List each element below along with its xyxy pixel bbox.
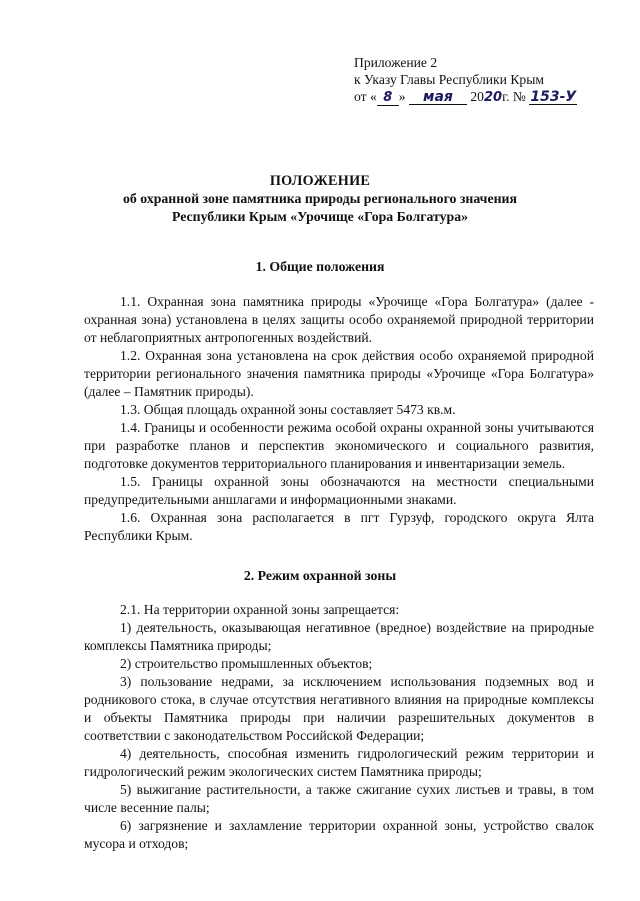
paragraph: 2) строительство промышленных объектов; (120, 656, 373, 671)
section-heading-regime: 2. Режим охранной зоны (243, 568, 397, 583)
paragraph: 1.6. Охранная зона располагается в пгт Гурзуф, городского округа Ялта Республики Крым. (84, 510, 594, 543)
year-prefix: 20 (466, 89, 484, 104)
document-subtitle-line1: об охранной зоне памятника природы регионального значения (123, 191, 517, 206)
paragraph: 5) выжигание растительности, а также сжигание сухих листьев и травы, в том числе весенние палы; (84, 782, 594, 815)
date-prefix: от « (354, 89, 377, 104)
paragraph: 6) загрязнение и захламление территории охранной зоны, устройство свалок мусора и отходов; (84, 818, 594, 851)
paragraph: 4) деятельность, способная изменить гидрологический режим территории и гидрологический режим экологических систем Памятника природы; (84, 746, 594, 779)
handwritten-day: 8 (377, 91, 399, 106)
paragraph: 2.1. На территории охранной зоны запрещается: (120, 602, 400, 617)
paragraph: 1.4. Границы и особенности режима особой охраны охранной зоны учитываются при разработке планов и перспектив экономического и социального развития, подготовке документов территориального планирования и инвентаризации земель. (84, 420, 594, 471)
section-heading-general: 1. Общие положения (255, 259, 385, 274)
section-protection-regime (84, 601, 594, 853)
document-title-block (60, 172, 580, 226)
handwritten-year: 20 (483, 90, 503, 105)
paragraph: 1.3. Общая площадь охранной зоны составляет 5473 кв.м. (120, 402, 456, 417)
paragraph: 1) деятельность, оказывающая негативное (вредное) воздействие на природные комплексы Памятника природы; (84, 620, 594, 653)
document-title: ПОЛОЖЕНИЕ (269, 173, 371, 189)
section-general-provisions (84, 293, 594, 545)
paragraph: 3) пользование недрами, за исключением использования подземных вод и родникового стока, в случае отсутствия негативного влияния на природные комплексы и объекты Памятника природы при наличии разрешительных документов в соответствии с законодательством Российской Федерации; (84, 674, 594, 743)
paragraph: 1.5. Границы охранной зоны обозначаются на местности специальными предупредительными аншлагами и информационными знаками. (84, 474, 594, 507)
appendix-decree-line: к Указу Главы Республики Крым (354, 72, 544, 87)
year-end: г. № (502, 89, 526, 104)
handwritten-month: мая (409, 90, 467, 105)
appendix-line: Приложение 2 (354, 55, 438, 70)
paragraph: 1.1. Охранная зона памятника природы «Урочище «Гора Болгатура» (далее - охранная зона) установлена в целях защиты особо охраняемой природной территории от неблагоприятных антропогенных воздействий. (84, 294, 594, 345)
handwritten-number: 153-У (530, 89, 577, 105)
document-subtitle-line2: Республики Крым «Урочище «Гора Болгатура» (171, 209, 468, 224)
appendix-header (354, 54, 624, 106)
date-mid: » (398, 89, 409, 104)
appendix-date-line (354, 88, 624, 106)
paragraph: 1.2. Охранная зона установлена на срок действия особо охраняемой природной территории регионального значения памятника природы «Урочище «Гора Болгатура» (далее – Памятник природы). (84, 348, 594, 399)
